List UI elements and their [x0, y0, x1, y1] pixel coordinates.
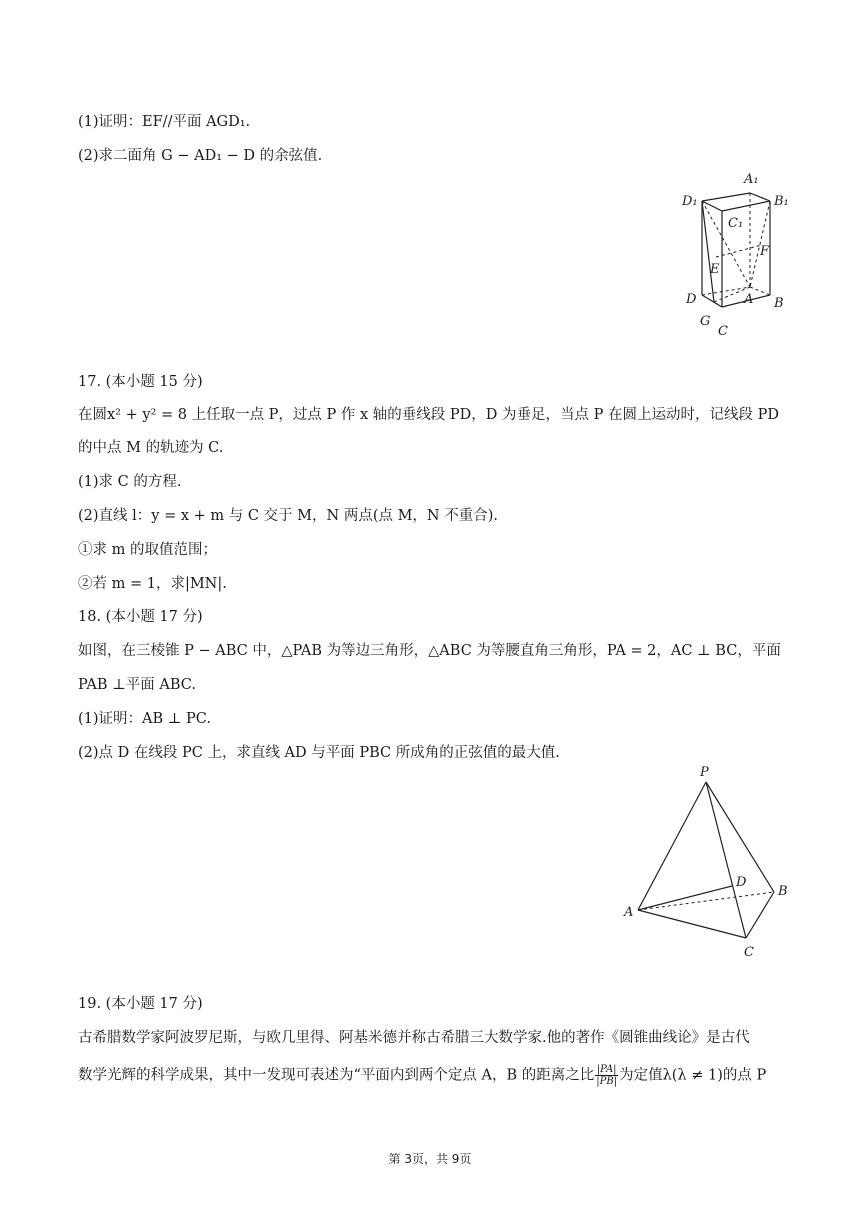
label-A2: A — [624, 905, 634, 920]
q19-stem2-after: 为定值λ(λ ≠ 1)的点 P — [619, 1067, 767, 1084]
q18-part2: (2)点 D 在线段 PC 上，求直线 AD 与平面 PBC 所成角的正弦值的最大值. — [78, 745, 560, 761]
label-A: A — [744, 292, 754, 307]
q17-stem-line1: 在圆x² + y² = 8 上任取一点 P，过点 P 作 x 轴的垂线段 PD，D 为垂足，当点 P 在圆上运动时，记线段 PD — [78, 407, 779, 423]
q17-part1: (1)求 C 的方程. — [78, 474, 182, 490]
q19-stem-line2 — [78, 1064, 766, 1087]
q16-part2: (2)求二面角 G − AD₁ − D 的余弦值. — [78, 148, 323, 164]
q18-part1: (1)证明：AB ⊥ PC. — [78, 711, 211, 727]
fraction-denominator: |PB| — [596, 1076, 618, 1087]
label-C: C — [718, 324, 728, 339]
q17-header: 17. (本小题 15 分) — [78, 374, 203, 390]
label-D1: D₁ — [682, 194, 698, 209]
q19-header: 19. (本小题 17 分) — [78, 996, 203, 1012]
q17-stem-line2: 的中点 M 的轨迹为 C. — [78, 440, 224, 456]
label-D2: D — [736, 875, 747, 890]
label-G: G — [700, 314, 711, 329]
label-C1: C₁ — [728, 216, 744, 231]
label-B2: B — [778, 884, 788, 899]
label-B: B — [774, 296, 784, 311]
q18-stem-line1: 如图，在三棱锥 P − ABC 中，△PAB 为等边三角形，△ABC 为等腰直角三角形，PA = 2，AC ⊥ BC，平面 — [78, 643, 781, 659]
label-C2: C — [744, 945, 754, 960]
q18-header: 18. (本小题 17 分) — [78, 609, 203, 625]
tetrahedron-figure — [620, 762, 800, 962]
q16-part1: (1)证明：EF//平面 AGD₁. — [78, 114, 251, 130]
q17-sub1: ①求 m 的取值范围； — [78, 542, 217, 558]
ratio-fraction — [595, 1064, 618, 1087]
page-footer: 第 3页，共 9页 — [388, 1152, 472, 1166]
label-F: F — [760, 244, 770, 259]
label-E: E — [710, 262, 720, 277]
fraction-numerator: |PA| — [596, 1064, 617, 1075]
prism-figure — [672, 165, 802, 340]
q19-stem-line1: 古希腊数学家阿波罗尼斯，与欧几里得、阿基米德并称古希腊三大数学家.他的著作《圆锥曲线论》是古代 — [78, 1030, 750, 1046]
label-P: P — [700, 765, 709, 780]
q17-sub2: ②若 m = 1，求|MN|. — [78, 576, 227, 592]
q17-part2: (2)直线 l：y = x + m 与 C 交于 M，N 两点(点 M，N 不重合). — [78, 508, 498, 524]
q18-stem-line2: PAB ⊥平面 ABC. — [78, 677, 196, 693]
label-B1: B₁ — [774, 194, 789, 209]
label-A1: A₁ — [744, 172, 759, 187]
q19-stem2-before: 数学光辉的科学成果，其中一发现可表述为“平面内到两个定点 A，B 的距离之比 — [78, 1067, 595, 1084]
label-D: D — [686, 292, 697, 307]
